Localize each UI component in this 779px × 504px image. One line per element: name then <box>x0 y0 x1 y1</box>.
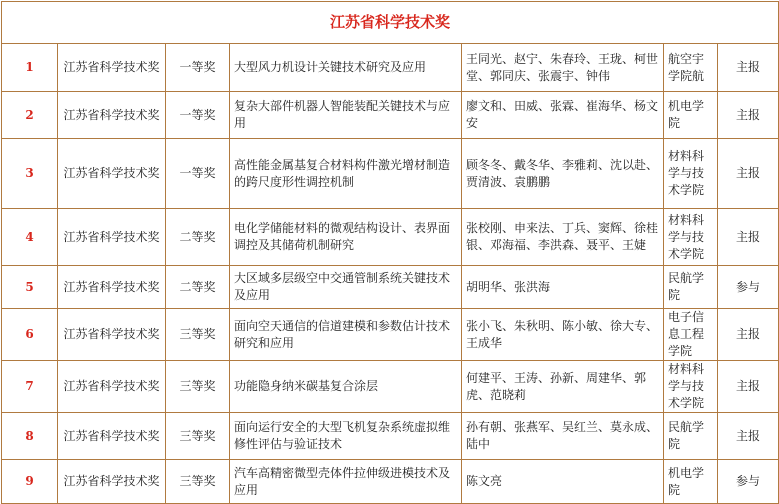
table-row <box>2 413 779 460</box>
project-name: 大型风力机设计关键技术研究及应用 <box>230 44 462 92</box>
report-role: 主报 <box>718 92 779 139</box>
row-number: 3 <box>2 139 58 209</box>
team-members: 顾冬冬、戴冬华、李雅莉、沈以赴、贾清波、袁鹏鹏 <box>462 139 664 209</box>
project-name: 功能隐身纳米碳基复合涂层 <box>230 361 462 413</box>
school-unit: 航空宇学院航 <box>664 44 718 92</box>
table-row <box>2 309 779 361</box>
table-row <box>2 266 779 309</box>
award-name: 江苏省科学技术奖 <box>58 209 166 266</box>
school-unit: 材料科学与技术学院 <box>664 209 718 266</box>
report-role: 主报 <box>718 413 779 460</box>
project-name: 大区域多层级空中交通管制系统关键技术及应用 <box>230 266 462 309</box>
table-row <box>2 361 779 413</box>
awards-table <box>1 1 779 504</box>
row-number: 4 <box>2 209 58 266</box>
award-name: 江苏省科学技术奖 <box>58 460 166 504</box>
table-row <box>2 92 779 139</box>
project-name: 电化学储能材料的微观结构设计、表界面调控及其储荷机制研究 <box>230 209 462 266</box>
row-number: 7 <box>2 361 58 413</box>
report-role: 主报 <box>718 361 779 413</box>
table-row <box>2 139 779 209</box>
award-grade: 三等奖 <box>166 309 230 361</box>
row-number: 8 <box>2 413 58 460</box>
award-grade: 三等奖 <box>166 413 230 460</box>
report-role: 主报 <box>718 44 779 92</box>
award-grade: 三等奖 <box>166 460 230 504</box>
award-grade: 二等奖 <box>166 266 230 309</box>
award-name: 江苏省科学技术奖 <box>58 139 166 209</box>
award-name: 江苏省科学技术奖 <box>58 413 166 460</box>
row-number: 6 <box>2 309 58 361</box>
project-name: 汽车高精密微型壳体件拉伸级进模技术及应用 <box>230 460 462 504</box>
team-members: 张小飞、朱秋明、陈小敏、徐大专、王成华 <box>462 309 664 361</box>
report-role: 参与 <box>718 266 779 309</box>
project-name: 复杂大部件机器人智能装配关键技术与应用 <box>230 92 462 139</box>
school-unit: 机电学院 <box>664 460 718 504</box>
school-unit: 民航学院 <box>664 413 718 460</box>
award-name: 江苏省科学技术奖 <box>58 44 166 92</box>
team-members: 孙有朝、张燕军、吴红兰、莫永成、陆中 <box>462 413 664 460</box>
award-name: 江苏省科学技术奖 <box>58 309 166 361</box>
table-row <box>2 44 779 92</box>
award-name: 江苏省科学技术奖 <box>58 361 166 413</box>
project-name: 高性能金属基复合材料构件激光增材制造的跨尺度形性调控机制 <box>230 139 462 209</box>
report-role: 主报 <box>718 309 779 361</box>
award-grade: 二等奖 <box>166 209 230 266</box>
award-grade: 一等奖 <box>166 139 230 209</box>
project-name: 面向运行安全的大型飞机复杂系统虚拟维修性评估与验证技术 <box>230 413 462 460</box>
team-members: 胡明华、张洪海 <box>462 266 664 309</box>
award-name: 江苏省科学技术奖 <box>58 92 166 139</box>
report-role: 主报 <box>718 209 779 266</box>
team-members: 陈文亮 <box>462 460 664 504</box>
row-number: 5 <box>2 266 58 309</box>
table-row <box>2 209 779 266</box>
row-number: 2 <box>2 92 58 139</box>
school-unit: 材料科学与技术学院 <box>664 361 718 413</box>
report-role: 主报 <box>718 139 779 209</box>
award-name: 江苏省科学技术奖 <box>58 266 166 309</box>
title-row <box>2 2 779 44</box>
project-name: 面向空天通信的信道建模和参数估计技术研究和应用 <box>230 309 462 361</box>
school-unit: 材料科学与技术学院 <box>664 139 718 209</box>
team-members: 王同光、赵宁、朱春玲、王珑、柯世堂、郭同庆、张震宇、钟伟 <box>462 44 664 92</box>
school-unit: 电子信息工程学院 <box>664 309 718 361</box>
team-members: 廖文和、田威、张霖、崔海华、杨文安 <box>462 92 664 139</box>
team-members: 张校刚、申来法、丁兵、窦辉、徐桂银、邓海福、李洪森、聂平、王婕 <box>462 209 664 266</box>
team-members: 何建平、王涛、孙新、周建华、郭虎、范晓莉 <box>462 361 664 413</box>
award-grade: 一等奖 <box>166 92 230 139</box>
report-role: 参与 <box>718 460 779 504</box>
row-number: 9 <box>2 460 58 504</box>
award-grade: 一等奖 <box>166 44 230 92</box>
school-unit: 机电学院 <box>664 92 718 139</box>
school-unit: 民航学院 <box>664 266 718 309</box>
table-title: 江苏省科学技术奖 <box>2 2 779 44</box>
row-number: 1 <box>2 44 58 92</box>
award-grade: 三等奖 <box>166 361 230 413</box>
